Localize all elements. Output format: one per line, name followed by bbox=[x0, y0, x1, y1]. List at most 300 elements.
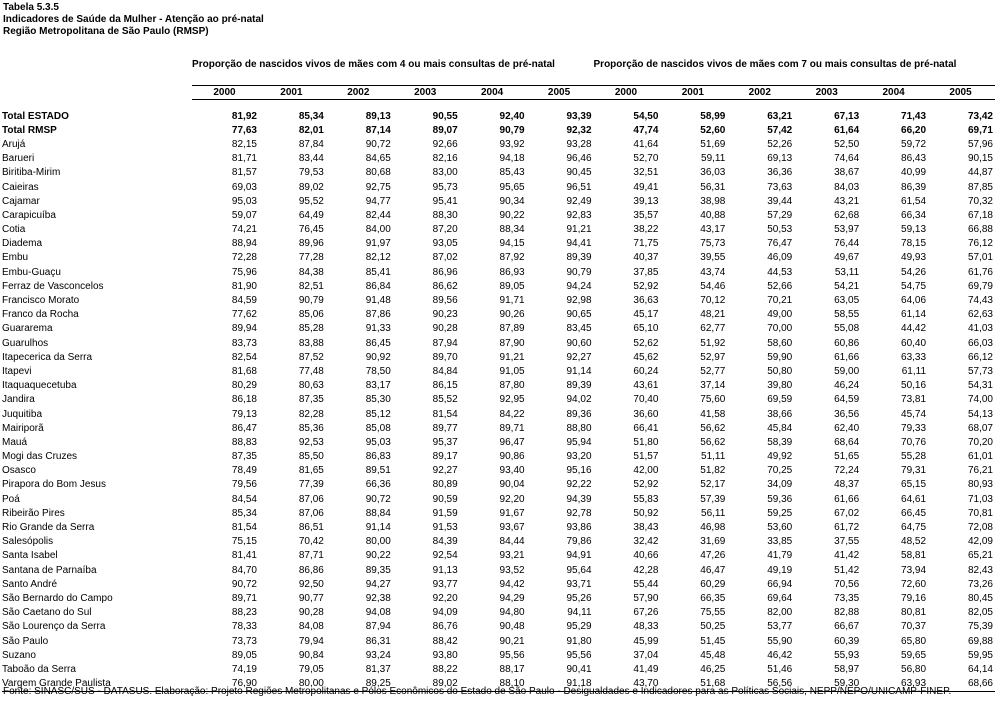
row-label: São Lourenço da Serra bbox=[2, 621, 106, 633]
table-cell: 52,97 bbox=[700, 351, 726, 363]
table-cell: 77,39 bbox=[298, 479, 324, 491]
table-cell: 76,90 bbox=[192, 677, 259, 692]
table-cell: 95,16 bbox=[566, 465, 592, 477]
table-cell: 70,32 bbox=[967, 195, 993, 207]
table-cell: 56,56 bbox=[727, 677, 794, 692]
table-cell: 90,22 bbox=[499, 209, 525, 221]
table-cell: 96,46 bbox=[566, 153, 592, 165]
row-label: Taboão da Serra bbox=[2, 663, 76, 675]
table-row bbox=[2, 648, 995, 662]
table-cell: 90,60 bbox=[566, 337, 592, 349]
table-cell: 78,33 bbox=[231, 621, 257, 633]
table-cell: 90,72 bbox=[231, 578, 257, 590]
table-cell: 87,92 bbox=[499, 252, 525, 264]
table-cell: 50,25 bbox=[700, 621, 726, 633]
row-label: Jandira bbox=[2, 394, 35, 406]
table-cell: 91,33 bbox=[365, 323, 391, 335]
table-cell: 95,73 bbox=[432, 181, 458, 193]
table-cell: 49,67 bbox=[834, 252, 860, 264]
table-cell: 92,49 bbox=[566, 195, 592, 207]
table-cell: 86,18 bbox=[231, 394, 257, 406]
table-row bbox=[2, 450, 995, 464]
table-cell: 90,77 bbox=[298, 592, 324, 604]
table-cell: 87,71 bbox=[298, 550, 324, 562]
table-cell: 90,22 bbox=[365, 550, 391, 562]
table-cell: 90,23 bbox=[432, 309, 458, 321]
table-cell: 86,15 bbox=[432, 380, 458, 392]
table-cell: 89,39 bbox=[566, 380, 592, 392]
table-cell: 37,85 bbox=[633, 266, 659, 278]
table-cell: 63,93 bbox=[861, 677, 928, 692]
table-cell: 90,72 bbox=[365, 493, 391, 505]
table-cell: 82,12 bbox=[365, 252, 391, 264]
table-cell: 71,75 bbox=[633, 238, 659, 250]
table-row bbox=[2, 208, 995, 222]
table-cell: 80,00 bbox=[259, 677, 326, 692]
table-cell: 36,36 bbox=[767, 167, 793, 179]
table-cell: 92,75 bbox=[365, 181, 391, 193]
table-cell: 67,02 bbox=[834, 507, 860, 519]
table-cell: 57,96 bbox=[967, 138, 993, 150]
table-cell: 75,96 bbox=[231, 266, 257, 278]
table-cell: 89,13 bbox=[365, 110, 391, 122]
table-cell: 69,13 bbox=[767, 153, 793, 165]
table-cell: 71,43 bbox=[901, 110, 927, 122]
table-cell: 64,75 bbox=[901, 522, 927, 534]
table-cell: 85,50 bbox=[298, 451, 324, 463]
table-cell: 54,21 bbox=[834, 280, 860, 292]
table-cell: 51,45 bbox=[700, 635, 726, 647]
table-cell: 64,49 bbox=[298, 209, 324, 221]
table-cell: 87,06 bbox=[298, 507, 324, 519]
table-cell: 62,68 bbox=[834, 209, 860, 221]
table-cell: 84,38 bbox=[298, 266, 324, 278]
year-header-g1-2002: 2002 bbox=[326, 86, 393, 100]
table-cell: 89,39 bbox=[566, 252, 592, 264]
table-row bbox=[2, 180, 995, 194]
table-cell: 70,42 bbox=[298, 536, 324, 548]
table-cell: 90,48 bbox=[499, 621, 525, 633]
table-cell: 93,40 bbox=[499, 465, 525, 477]
table-row bbox=[2, 393, 995, 407]
table-row bbox=[2, 350, 995, 364]
table-body bbox=[2, 109, 995, 691]
table-cell: 80,68 bbox=[365, 167, 391, 179]
table-cell: 84,65 bbox=[365, 153, 391, 165]
table-cell: 81,90 bbox=[231, 280, 257, 292]
page-title: Indicadores de Saúde da Mulher - Atenção ao pré-natal bbox=[3, 14, 264, 25]
table-cell: 85,43 bbox=[499, 167, 525, 179]
table-cell: 75,73 bbox=[700, 238, 726, 250]
table-cell: 60,24 bbox=[633, 365, 659, 377]
table-cell: 56,62 bbox=[700, 436, 726, 448]
table-cell: 70,76 bbox=[901, 436, 927, 448]
table-label: Tabela 5.3.5 bbox=[3, 2, 59, 13]
year-header-g2-2002: 2002 bbox=[727, 86, 794, 100]
table-cell: 54,26 bbox=[901, 266, 927, 278]
table-cell: 89,02 bbox=[298, 181, 324, 193]
row-label: São Bernardo do Campo bbox=[2, 592, 113, 604]
table-cell: 66,12 bbox=[967, 351, 993, 363]
table-cell: 89,36 bbox=[566, 408, 592, 420]
table-cell: 51,65 bbox=[834, 451, 860, 463]
table-cell: 66,35 bbox=[700, 592, 726, 604]
table-cell: 85,34 bbox=[231, 507, 257, 519]
table-cell: 31,69 bbox=[700, 536, 726, 548]
table-cell: 91,21 bbox=[499, 351, 525, 363]
table-cell: 89,02 bbox=[393, 677, 460, 692]
table-cell: 44,53 bbox=[767, 266, 793, 278]
table-cell: 38,66 bbox=[767, 408, 793, 420]
year-header-g1-2004: 2004 bbox=[460, 86, 527, 100]
table-cell: 65,10 bbox=[633, 323, 659, 335]
table-cell: 92,95 bbox=[499, 394, 525, 406]
table-cell: 69,88 bbox=[967, 635, 993, 647]
table-cell: 57,90 bbox=[633, 592, 659, 604]
table-cell: 88,22 bbox=[432, 663, 458, 675]
row-label: Salesópolis bbox=[2, 536, 54, 548]
table-cell: 41,03 bbox=[967, 323, 993, 335]
table-cell: 81,92 bbox=[231, 110, 257, 122]
table-row bbox=[2, 478, 995, 492]
table-cell: 80,29 bbox=[231, 380, 257, 392]
table-cell: 87,94 bbox=[432, 337, 458, 349]
table-cell: 73,35 bbox=[834, 592, 860, 604]
table-row bbox=[2, 237, 995, 251]
table-cell: 39,55 bbox=[700, 252, 726, 264]
table-cell: 70,25 bbox=[767, 465, 793, 477]
table-cell: 92,22 bbox=[566, 479, 592, 491]
table-cell: 43,17 bbox=[700, 224, 726, 236]
year-header-g1-2003: 2003 bbox=[393, 86, 460, 100]
table-cell: 43,70 bbox=[594, 677, 661, 692]
table-cell: 90,79 bbox=[298, 295, 324, 307]
table-row bbox=[2, 137, 995, 151]
table-cell: 45,74 bbox=[901, 408, 927, 420]
table-cell: 40,37 bbox=[633, 252, 659, 264]
table-cell: 89,51 bbox=[365, 465, 391, 477]
table-cell: 68,64 bbox=[834, 436, 860, 448]
table-cell: 63,33 bbox=[901, 351, 927, 363]
table-cell: 65,80 bbox=[901, 635, 927, 647]
table-cell: 54,46 bbox=[700, 280, 726, 292]
table-cell: 52,66 bbox=[767, 280, 793, 292]
table-cell: 94,29 bbox=[499, 592, 525, 604]
table-cell: 35,57 bbox=[633, 209, 659, 221]
table-cell: 75,60 bbox=[700, 394, 726, 406]
table-cell: 62,77 bbox=[700, 323, 726, 335]
table-cell: 53,11 bbox=[834, 266, 860, 278]
table-cell: 74,00 bbox=[967, 394, 993, 406]
table-cell: 69,03 bbox=[231, 181, 257, 193]
table-cell: 93,67 bbox=[499, 522, 525, 534]
table-cell: 53,77 bbox=[767, 621, 793, 633]
table-cell: 52,77 bbox=[700, 365, 726, 377]
table-cell: 94,42 bbox=[499, 578, 525, 590]
row-label: Guararema bbox=[2, 323, 53, 335]
table-cell: 37,14 bbox=[700, 380, 726, 392]
year-header-g2-2004: 2004 bbox=[861, 86, 928, 100]
table-cell: 60,39 bbox=[834, 635, 860, 647]
table-cell: 61,64 bbox=[834, 124, 860, 136]
table-row bbox=[2, 606, 995, 620]
table-cell: 91,97 bbox=[365, 238, 391, 250]
table-cell: 90,92 bbox=[365, 351, 391, 363]
table-cell: 38,22 bbox=[633, 224, 659, 236]
table-row bbox=[2, 293, 995, 307]
table-cell: 85,08 bbox=[365, 422, 391, 434]
table-cell: 55,90 bbox=[767, 635, 793, 647]
table-cell: 60,40 bbox=[901, 337, 927, 349]
table-cell: 49,00 bbox=[767, 309, 793, 321]
table-cell: 88,17 bbox=[499, 663, 525, 675]
table-row bbox=[2, 336, 995, 350]
table-cell: 87,52 bbox=[298, 351, 324, 363]
table-cell: 57,01 bbox=[967, 252, 993, 264]
table-cell: 84,84 bbox=[432, 365, 458, 377]
table-cell: 94,80 bbox=[499, 607, 525, 619]
row-label: Mairiporã bbox=[2, 422, 44, 434]
row-label: Itapevi bbox=[2, 365, 32, 377]
table-cell: 70,56 bbox=[834, 578, 860, 590]
table-cell: 76,12 bbox=[967, 238, 993, 250]
table-cell: 60,29 bbox=[700, 578, 726, 590]
table-cell: 54,75 bbox=[901, 280, 927, 292]
table-cell: 36,56 bbox=[834, 408, 860, 420]
table-cell: 92,98 bbox=[566, 295, 592, 307]
table-cell: 87,20 bbox=[432, 224, 458, 236]
table-cell: 59,72 bbox=[901, 138, 927, 150]
table-cell: 94,18 bbox=[499, 153, 525, 165]
table-cell: 93,05 bbox=[432, 238, 458, 250]
table-cell: 44,42 bbox=[901, 323, 927, 335]
row-label: Cotia bbox=[2, 224, 26, 236]
row-label: Franco da Rocha bbox=[2, 309, 79, 321]
table-cell: 94,15 bbox=[499, 238, 525, 250]
row-label: Mogi das Cruzes bbox=[2, 451, 78, 463]
table-cell: 61,14 bbox=[901, 309, 927, 321]
table-cell: 66,34 bbox=[901, 209, 927, 221]
table-row bbox=[2, 265, 995, 279]
table-cell: 70,00 bbox=[767, 323, 793, 335]
row-label: Mauá bbox=[2, 436, 28, 448]
table-cell: 43,21 bbox=[834, 195, 860, 207]
table-cell: 82,00 bbox=[767, 607, 793, 619]
table-cell: 90,86 bbox=[499, 451, 525, 463]
table-cell: 46,42 bbox=[767, 649, 793, 661]
table-cell: 59,30 bbox=[794, 677, 861, 692]
table-cell: 85,28 bbox=[298, 323, 324, 335]
table-cell: 69,59 bbox=[767, 394, 793, 406]
row-label: Santo André bbox=[2, 578, 58, 590]
table-cell: 49,92 bbox=[767, 451, 793, 463]
table-cell: 92,20 bbox=[432, 592, 458, 604]
table-cell: 59,36 bbox=[767, 493, 793, 505]
table-row bbox=[2, 620, 995, 634]
table-row bbox=[2, 152, 995, 166]
table-cell: 41,58 bbox=[700, 408, 726, 420]
table-cell: 66,45 bbox=[901, 507, 927, 519]
row-label: Guarulhos bbox=[2, 337, 49, 349]
row-label: Santa Isabel bbox=[2, 550, 58, 562]
table-cell: 52,26 bbox=[767, 138, 793, 150]
table-cell: 89,25 bbox=[326, 677, 393, 692]
table-cell: 49,93 bbox=[901, 252, 927, 264]
row-label: Embu-Guaçu bbox=[2, 266, 61, 278]
table-row bbox=[2, 308, 995, 322]
table-cell: 73,81 bbox=[901, 394, 927, 406]
table-row bbox=[2, 379, 995, 393]
year-header-g2-2000: 2000 bbox=[594, 86, 661, 100]
table-cell: 51,92 bbox=[700, 337, 726, 349]
table-cell: 49,19 bbox=[767, 564, 793, 576]
table-cell: 77,63 bbox=[231, 124, 257, 136]
table-cell: 93,24 bbox=[365, 649, 391, 661]
table-cell: 79,86 bbox=[566, 536, 592, 548]
table-cell: 95,56 bbox=[499, 649, 525, 661]
table-row bbox=[2, 464, 995, 478]
table-cell: 59,07 bbox=[231, 209, 257, 221]
table-cell: 75,55 bbox=[700, 607, 726, 619]
table-cell: 94,39 bbox=[566, 493, 592, 505]
table-cell: 80,81 bbox=[901, 607, 927, 619]
table-cell: 39,80 bbox=[767, 380, 793, 392]
table-cell: 86,86 bbox=[298, 564, 324, 576]
table-cell: 95,03 bbox=[231, 195, 257, 207]
table-cell: 38,98 bbox=[700, 195, 726, 207]
row-label: Poá bbox=[2, 493, 20, 505]
row-label: Biritiba-Mirim bbox=[2, 167, 61, 179]
table-cell: 82,28 bbox=[298, 408, 324, 420]
table-cell: 92,53 bbox=[298, 436, 324, 448]
table-cell: 87,94 bbox=[365, 621, 391, 633]
table-cell: 50,16 bbox=[901, 380, 927, 392]
row-label: São Caetano do Sul bbox=[2, 607, 92, 619]
table-cell: 86,45 bbox=[365, 337, 391, 349]
table-cell: 72,24 bbox=[834, 465, 860, 477]
table-cell: 73,26 bbox=[967, 578, 993, 590]
table-cell: 52,50 bbox=[834, 138, 860, 150]
year-header-g1-2001: 2001 bbox=[259, 86, 326, 100]
table-cell: 50,80 bbox=[767, 365, 793, 377]
table-cell: 36,60 bbox=[633, 408, 659, 420]
table-cell: 77,48 bbox=[298, 365, 324, 377]
table-cell: 45,48 bbox=[700, 649, 726, 661]
table-cell: 87,86 bbox=[365, 309, 391, 321]
region-subtitle: Região Metropolitana de São Paulo (RMSP) bbox=[3, 26, 209, 37]
table-cell: 72,28 bbox=[231, 252, 257, 264]
row-label: São Paulo bbox=[2, 635, 49, 647]
table-cell: 59,00 bbox=[834, 365, 860, 377]
row-label: Juquitiba bbox=[2, 408, 43, 420]
table-cell: 86,51 bbox=[298, 522, 324, 534]
table-cell: 80,00 bbox=[365, 536, 391, 548]
table-cell: 81,54 bbox=[432, 408, 458, 420]
table-cell: 73,42 bbox=[967, 110, 993, 122]
table-cell: 45,84 bbox=[767, 422, 793, 434]
table-cell: 61,11 bbox=[901, 365, 927, 377]
table-cell: 86,93 bbox=[499, 266, 525, 278]
table-cell: 66,94 bbox=[767, 578, 793, 590]
table-cell: 48,21 bbox=[700, 309, 726, 321]
table-cell: 90,41 bbox=[566, 663, 592, 675]
table-cell: 92,20 bbox=[499, 493, 525, 505]
table-row bbox=[2, 634, 995, 648]
table-cell: 77,62 bbox=[231, 309, 257, 321]
table-cell: 70,37 bbox=[901, 621, 927, 633]
table-cell: 51,69 bbox=[700, 138, 726, 150]
table-cell: 90,45 bbox=[566, 167, 592, 179]
table-cell: 57,42 bbox=[767, 124, 793, 136]
table-row bbox=[2, 407, 995, 421]
table-cell: 91,14 bbox=[365, 522, 391, 534]
table-cell: 73,63 bbox=[767, 181, 793, 193]
table-row bbox=[2, 535, 995, 549]
table-cell: 61,01 bbox=[967, 451, 993, 463]
row-label: Ferraz de Vasconcelos bbox=[2, 280, 104, 292]
table-cell: 85,41 bbox=[365, 266, 391, 278]
year-header-g2-2005: 2005 bbox=[928, 86, 995, 100]
table-cell: 70,20 bbox=[967, 436, 993, 448]
table-cell: 91,18 bbox=[527, 677, 594, 692]
table-cell: 50,92 bbox=[633, 507, 659, 519]
table-cell: 79,16 bbox=[901, 592, 927, 604]
table-cell: 95,52 bbox=[298, 195, 324, 207]
table-cell: 38,67 bbox=[834, 167, 860, 179]
table-cell: 64,61 bbox=[901, 493, 927, 505]
table-cell: 92,38 bbox=[365, 592, 391, 604]
table-cell: 90,65 bbox=[566, 309, 592, 321]
table-cell: 95,94 bbox=[566, 436, 592, 448]
table-cell: 73,94 bbox=[901, 564, 927, 576]
table-row bbox=[2, 563, 995, 577]
table-cell: 88,42 bbox=[432, 635, 458, 647]
table-cell: 48,52 bbox=[901, 536, 927, 548]
table-cell: 89,70 bbox=[432, 351, 458, 363]
table-cell: 92,54 bbox=[432, 550, 458, 562]
table-cell: 94,91 bbox=[566, 550, 592, 562]
table-cell: 94,11 bbox=[567, 607, 592, 619]
table-cell: 63,21 bbox=[767, 110, 793, 122]
table-cell: 71,03 bbox=[967, 493, 993, 505]
table-row-total bbox=[2, 109, 995, 123]
table-cell: 87,35 bbox=[298, 394, 324, 406]
table-cell: 51,68 bbox=[660, 677, 727, 692]
data-table bbox=[2, 57, 995, 692]
table-cell: 79,56 bbox=[231, 479, 257, 491]
table-cell: 61,66 bbox=[834, 351, 860, 363]
table-row bbox=[2, 520, 995, 534]
table-cell: 82,54 bbox=[231, 351, 257, 363]
table-row bbox=[2, 591, 995, 605]
table-row bbox=[2, 577, 995, 591]
table-cell: 89,71 bbox=[499, 422, 525, 434]
table-cell: 93,39 bbox=[566, 110, 592, 122]
table-cell: 90,55 bbox=[432, 110, 458, 122]
table-cell: 52,70 bbox=[633, 153, 659, 165]
table-cell: 39,44 bbox=[767, 195, 793, 207]
table-cell: 88,80 bbox=[566, 422, 592, 434]
table-cell: 89,05 bbox=[231, 649, 257, 661]
table-cell: 38,43 bbox=[633, 522, 659, 534]
table-cell: 40,66 bbox=[633, 550, 659, 562]
table-cell: 90,59 bbox=[432, 493, 458, 505]
table-row bbox=[2, 194, 995, 208]
table-cell: 54,31 bbox=[967, 380, 993, 392]
table-cell: 56,62 bbox=[700, 422, 726, 434]
row-label: Rio Grande da Serra bbox=[2, 522, 95, 534]
table-row bbox=[2, 421, 995, 435]
